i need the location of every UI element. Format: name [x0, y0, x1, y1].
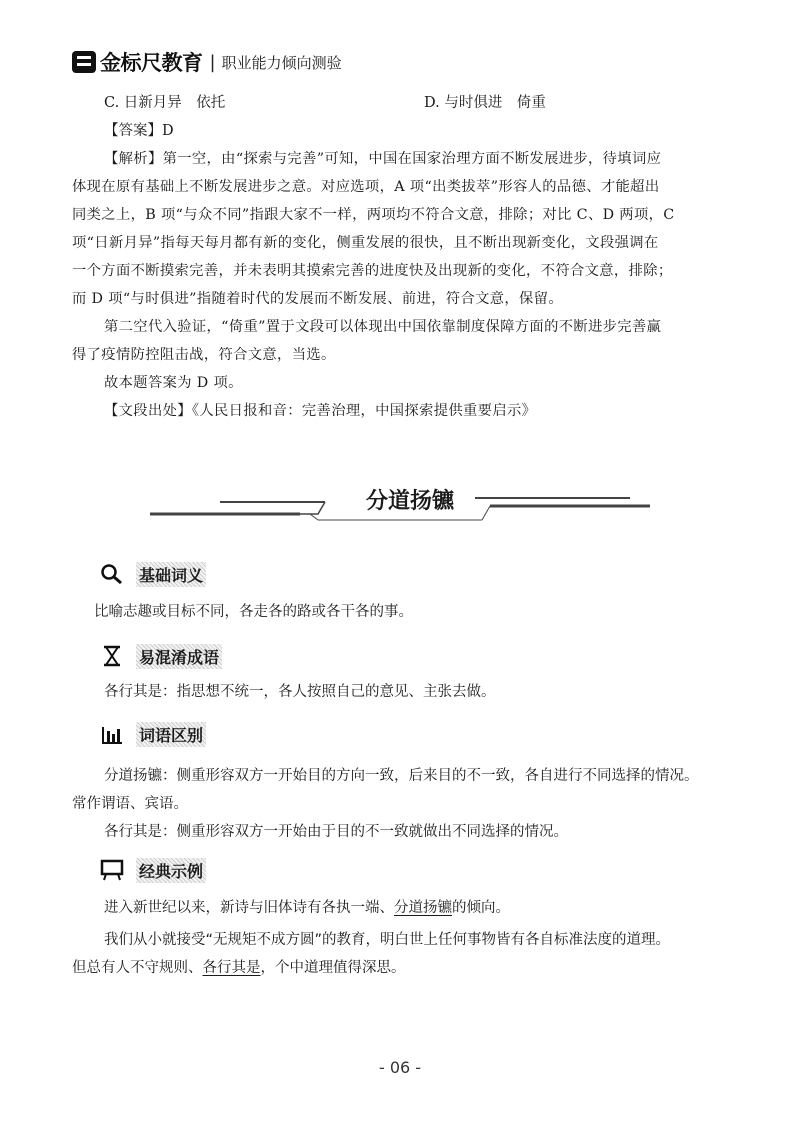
second-blank-line: 第二空代入验证，“倚重”置于文段可以体现出中国依靠制度保障方面的不断进步完善赢 [104, 319, 662, 335]
basic-meaning-label: 基础词义 [136, 562, 206, 587]
example-text: 但总有人不守规则、 [72, 960, 203, 976]
examples-label: 经典示例 [136, 858, 206, 883]
brand-name: 金标尺教育 [100, 51, 203, 75]
conclusion-line: 故本题答案为 D 项。 [104, 375, 243, 391]
magnifier-icon [100, 563, 124, 585]
idiom-title: 分道扬镳 [365, 489, 454, 514]
example-text: 的倾向。 [452, 900, 510, 916]
example-text: 进入新世纪以来，新诗与旧体诗有各执一端、 [104, 900, 394, 916]
example-text: ，个中道理值得深思。 [260, 960, 406, 976]
confusable-heading [100, 644, 222, 668]
example-sentence-2-cont [72, 956, 406, 977]
distinction-line: 分道扬镳：侧重形容双方一开始目的方向一致，后来目的不一致，各自进行不同选择的情况。 [104, 768, 699, 784]
example-sentence-2: 我们从小就接受“无规矩不成方圆”的教育，明白世上任何事物皆有各自标准法度的道理。 [104, 932, 671, 948]
analysis-line: 同类之上，B 项“与众不同”指跟大家不一样，两项均不符合文意，排除；对比 C、D 两项，C [72, 207, 675, 223]
header-subtitle: 职业能力倾向测验 [221, 53, 342, 72]
confusable-text: 各行其是：指思想不统一，各人按照自己的意见、主张去做。 [104, 684, 496, 700]
hourglass-icon [100, 645, 124, 667]
basic-meaning-heading [100, 562, 206, 586]
distinction-heading [100, 722, 206, 746]
confusable-label: 易混淆成语 [136, 644, 222, 669]
option-d: D. 与时俱进 倚重 [424, 95, 546, 111]
header-separator: | [209, 51, 216, 73]
example-sentence-1 [104, 896, 510, 917]
analysis-line: 一个方面不断摸索完善，并未表明其摸索完善的进度快及出现新的变化，不符合文意，排除； [72, 263, 673, 279]
page-number: - 06 - [378, 1058, 422, 1077]
distinction-line: 各行其是：侧重形容双方一开始由于目的不一致就做出不同选择的情况。 [104, 824, 568, 840]
brand-logo-icon [72, 51, 96, 73]
page-header [72, 48, 342, 76]
distinction-line: 常作谓语、宾语。 [72, 796, 188, 812]
analysis-line: 而 D 项“与时俱进”指随着时代的发展而不断发展、前进，符合文意，保留。 [72, 291, 563, 307]
underlined-term: 分道扬镳 [394, 900, 452, 916]
source-line: 【文段出处】《人民日报和音：完善治理，中国探索提供重要启示》 [104, 403, 537, 419]
board-icon [100, 859, 124, 881]
option-c: C. 日新月异 依托 [104, 95, 226, 111]
analysis-line: 体现在原有基础上不断发展进步之意。对应选项，A 项“出类拔萃”形容人的品德、才能超出 [72, 179, 660, 195]
analysis-line: 项“日新月异”指每天每月都有新的变化，侧重发展的很快，且不断出现新变化，文段强调在 [72, 235, 659, 251]
bar-chart-icon [100, 723, 124, 745]
answer-line: 【答案】D [104, 123, 174, 139]
underlined-term: 各行其是 [202, 960, 261, 976]
basic-meaning-text: 比喻志趣或目标不同，各走各的路或各干各的事。 [94, 604, 413, 620]
second-blank-line: 得了疫情防控阻击战，符合文意，当选。 [72, 347, 336, 363]
distinction-label: 词语区别 [136, 722, 206, 747]
analysis-line: 【解析】第一空，由“探索与完善”可知，中国在国家治理方面不断发展进步，待填词应 [104, 151, 662, 167]
examples-heading [100, 858, 206, 882]
